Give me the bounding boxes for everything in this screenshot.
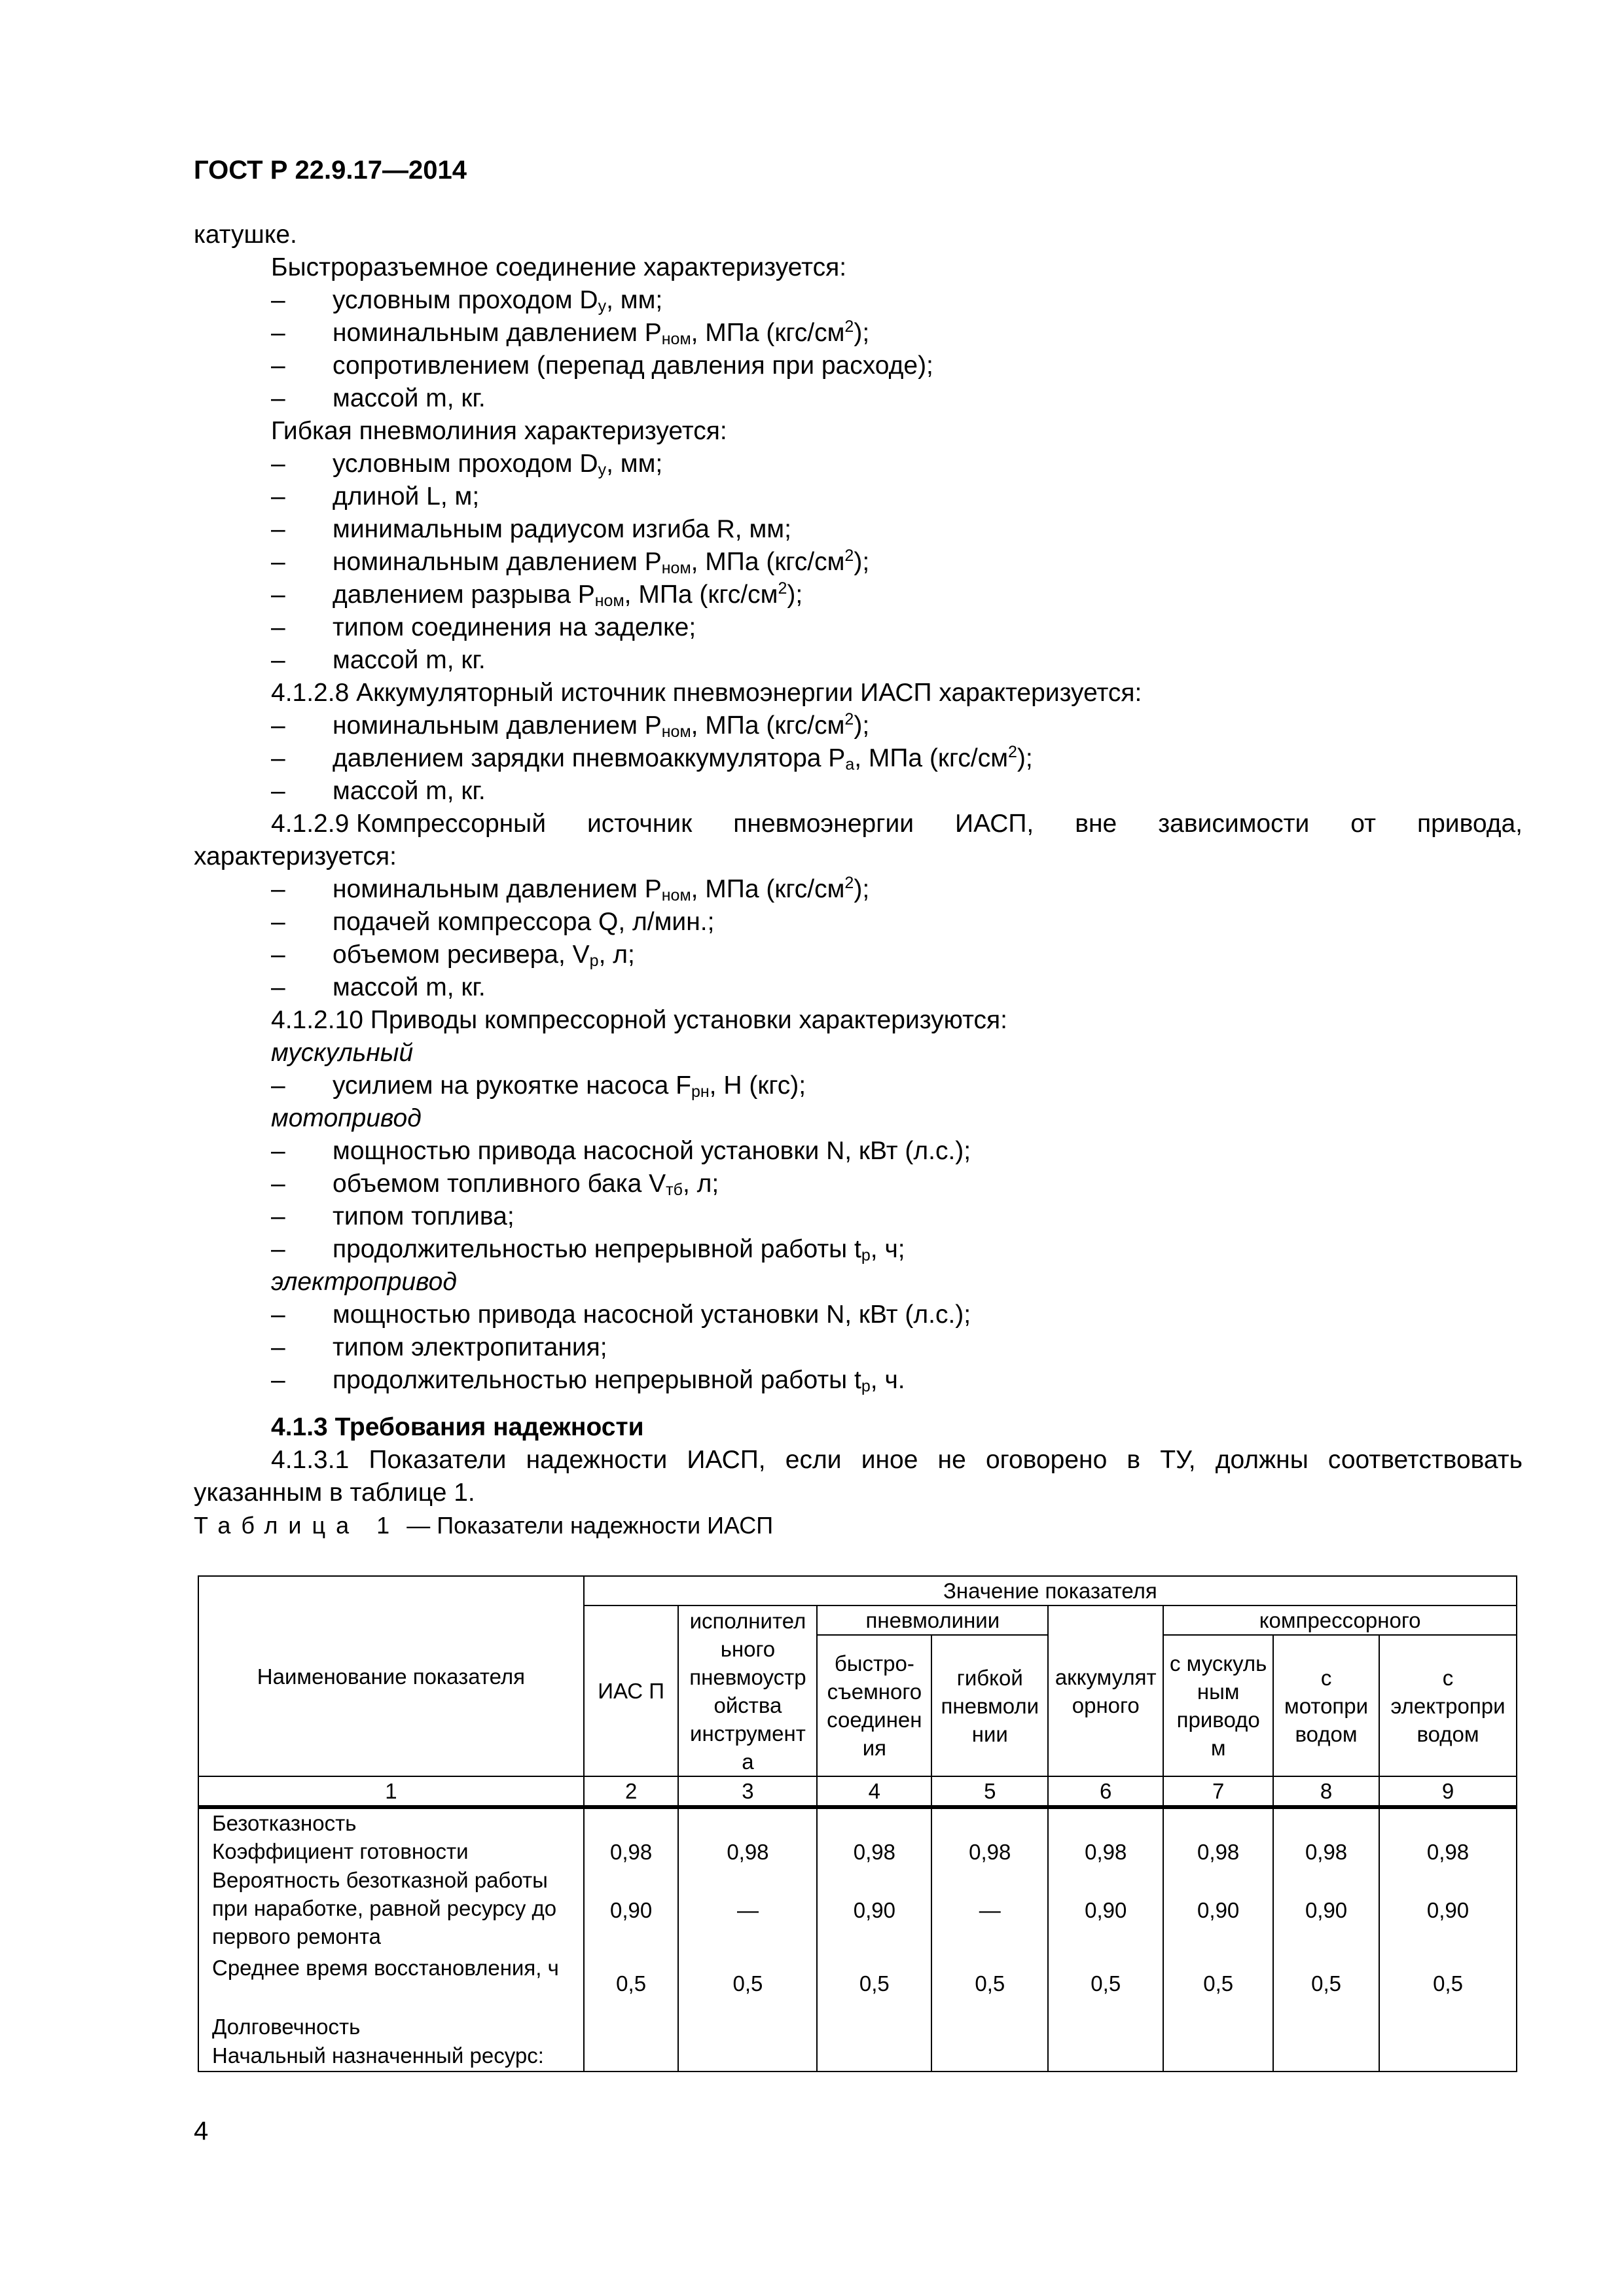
text: , л;	[682, 1170, 719, 1198]
subscript: ном	[661, 886, 691, 905]
column-number: 4	[817, 1776, 931, 1807]
text: характеризуется:	[194, 842, 397, 870]
text: Гибкая пневмолиния характеризуется:	[271, 417, 727, 445]
text: типом топлива;	[333, 1202, 514, 1230]
text: мощностью привода насосной установки N, кВт (л.с.);	[333, 1137, 971, 1165]
word: пневмоэнергии	[733, 810, 914, 838]
cell-value: 0,90	[1379, 1866, 1517, 1954]
text: мотопривод	[271, 1104, 422, 1132]
header-accumulator: аккумулят орного	[1048, 1605, 1163, 1776]
text: катушке.	[194, 221, 297, 249]
word: источник	[587, 810, 693, 838]
subscript: ном	[661, 330, 691, 348]
word: в	[1127, 1446, 1141, 1474]
list-item	[194, 1331, 1523, 1364]
text: , л;	[598, 941, 635, 969]
text: , МПа (кгс/см	[624, 581, 778, 609]
header-value: Значение показателя	[584, 1576, 1517, 1605]
caption-label: Таблица 1	[194, 1512, 401, 1539]
subscript: рн	[691, 1083, 710, 1101]
subscript: у	[598, 461, 607, 479]
cell-value: —	[678, 1866, 817, 1954]
dash-marker: –	[271, 973, 285, 1001]
dash-marker: –	[271, 450, 285, 478]
text: продолжительностью непрерывной работы t	[333, 1366, 861, 1394]
dash-marker: –	[271, 1366, 285, 1394]
header-quick-connect: быстро-съемного соединен ия	[817, 1635, 931, 1776]
cell-value: 0,98	[1163, 1837, 1273, 1866]
text: длиной L, м;	[333, 482, 480, 511]
word: 4.1.3.1	[271, 1446, 350, 1474]
cell-value: 0,98	[584, 1837, 679, 1866]
subscript: ном	[594, 592, 624, 610]
cell-value: 0,5	[1048, 1954, 1163, 2013]
word: от	[1350, 810, 1376, 838]
text-line	[194, 840, 1523, 873]
header-electric-drive: с электропри водом	[1379, 1635, 1517, 1776]
header-muscular-drive: с мускуль ным приводо м	[1163, 1635, 1273, 1776]
word: зависимости	[1158, 810, 1310, 838]
column-number: 8	[1273, 1776, 1379, 1807]
list-item	[194, 873, 1523, 906]
superscript: 2	[778, 579, 787, 598]
list-item	[194, 317, 1523, 350]
column-number: 7	[1163, 1776, 1273, 1807]
cell-value: 0,90	[584, 1866, 679, 1954]
dash-marker: –	[271, 515, 285, 543]
word: не	[937, 1446, 966, 1474]
superscript: 2	[844, 710, 854, 728]
dash-marker: –	[271, 646, 285, 674]
text: давлением зарядки пневмоаккумулятора Р	[333, 744, 846, 772]
text: , мм;	[606, 450, 663, 478]
dash-marker: –	[271, 1137, 285, 1165]
header-pneumolines: пневмолинии	[817, 1605, 1048, 1635]
text: , мм;	[606, 286, 663, 314]
text: );	[787, 581, 803, 609]
list-item	[194, 546, 1523, 579]
text-line	[194, 1477, 1523, 1509]
justified-line	[194, 808, 1523, 840]
cell-value: 0,98	[931, 1837, 1048, 1866]
document-code: ГОСТ Р 22.9.17—2014	[194, 156, 467, 185]
list-item	[194, 742, 1523, 775]
list-item	[194, 906, 1523, 939]
word: вне	[1075, 810, 1117, 838]
list-item	[194, 1135, 1523, 1168]
text: , ч;	[870, 1235, 905, 1263]
text-line	[194, 219, 1523, 251]
text: номинальным давлением Р	[333, 711, 662, 740]
cell-value: 0,5	[1163, 1954, 1273, 2013]
column-numbers-row	[198, 1776, 1517, 1807]
column-number: 9	[1379, 1776, 1517, 1807]
paragraph-line	[194, 677, 1523, 709]
dash-marker: –	[271, 941, 285, 969]
dash-marker: –	[271, 777, 285, 805]
text: , ч.	[870, 1366, 905, 1394]
table-header-row	[198, 1576, 1517, 1605]
text: );	[854, 875, 870, 903]
text: массой m, кг.	[333, 973, 486, 1001]
list-item	[194, 1299, 1523, 1331]
word: ТУ,	[1160, 1446, 1196, 1474]
text: , МПа (кгс/см	[854, 744, 1009, 772]
list-item	[194, 1069, 1523, 1102]
dash-marker: –	[271, 875, 285, 903]
list-item	[194, 284, 1523, 317]
table-row	[198, 1837, 1517, 1866]
dash-marker: –	[271, 908, 285, 936]
text: номинальным давлением Р	[333, 319, 662, 347]
cell-value: 0,5	[584, 1954, 679, 2013]
column-number: 1	[198, 1776, 584, 1807]
row-name: Начальный назначенный ресурс:	[198, 2041, 584, 2072]
italic-subheading	[194, 1037, 1523, 1069]
text: минимальным радиусом изгиба R, мм;	[333, 515, 791, 543]
cell-value: 0,98	[1273, 1837, 1379, 1866]
list-item	[194, 350, 1523, 382]
list-item	[194, 971, 1523, 1004]
text: 4.1.2.10 Приводы компрессорной установки характеризуются:	[271, 1006, 1007, 1034]
text: условным проходом D	[333, 286, 598, 314]
text: 4.1.2.8 Аккумуляторный источник пневмоэнергии ИАСП характеризуется:	[271, 679, 1142, 707]
dash-marker: –	[271, 1202, 285, 1230]
list-item	[194, 1168, 1523, 1200]
table-row	[198, 1866, 1517, 1954]
cell-value: 0,90	[1163, 1866, 1273, 1954]
text: , Н (кгс);	[709, 1071, 806, 1100]
cell-value: 0,98	[1048, 1837, 1163, 1866]
cell-value: 0,90	[817, 1866, 931, 1954]
header-indicator-name: Наименование показателя	[198, 1576, 584, 1776]
word: Показатели	[369, 1446, 507, 1474]
word: надежности	[526, 1446, 668, 1474]
cell-value: 0,5	[1273, 1954, 1379, 2013]
cell-value: 0,98	[1379, 1837, 1517, 1866]
text: , МПа (кгс/см	[691, 711, 845, 740]
text: сопротивлением (перепад давления при расходе);	[333, 351, 933, 380]
text: усилием на рукоятке насоса F	[333, 1071, 691, 1100]
word: ИАСП,	[955, 810, 1034, 838]
cell-value: 0,5	[931, 1954, 1048, 2013]
text: мускульный	[271, 1039, 414, 1067]
list-item	[194, 644, 1523, 677]
text: , МПа (кгс/см	[691, 548, 845, 576]
page-number: 4	[194, 2117, 209, 2145]
text: );	[1017, 744, 1033, 772]
list-item	[194, 709, 1523, 742]
row-name: Среднее время восстановления, ч	[198, 1954, 584, 2013]
paragraph-line	[194, 1004, 1523, 1037]
body-text	[194, 219, 1523, 1542]
text: подачей компрессора Q, л/мин.;	[333, 908, 715, 936]
cell-value: 0,98	[678, 1837, 817, 1866]
column-number: 3	[678, 1776, 817, 1807]
text: давлением разрыва Р	[333, 581, 595, 609]
justified-line	[194, 1444, 1523, 1477]
text: условным проходом D	[333, 450, 598, 478]
dash-marker: –	[271, 711, 285, 740]
italic-subheading	[194, 1266, 1523, 1299]
word: оговорено	[985, 1446, 1108, 1474]
dash-marker: –	[271, 384, 285, 412]
dash-marker: –	[271, 351, 285, 380]
subscript: ном	[661, 559, 691, 577]
cell-value: 0,98	[817, 1837, 931, 1866]
superscript: 2	[1008, 743, 1017, 761]
subscript: ном	[661, 723, 691, 741]
text: );	[854, 548, 870, 576]
column-number: 2	[584, 1776, 679, 1807]
italic-subheading	[194, 1102, 1523, 1135]
dash-marker: –	[271, 548, 285, 576]
subscript: а	[845, 755, 855, 774]
superscript: 2	[844, 317, 854, 336]
cell-value: —	[931, 1866, 1048, 1954]
word: если	[785, 1446, 842, 1474]
text: массой m, кг.	[333, 384, 486, 412]
dash-marker: –	[271, 1235, 285, 1263]
word: привода,	[1417, 810, 1523, 838]
list-item	[194, 513, 1523, 546]
text: );	[854, 711, 870, 740]
text: указанным в таблице 1.	[194, 1479, 475, 1507]
dash-marker: –	[271, 286, 285, 314]
subscript: р	[861, 1246, 871, 1265]
dash-marker: –	[271, 613, 285, 641]
table-row	[198, 2041, 1517, 2072]
cell-value: 0,5	[1379, 1954, 1517, 2013]
cell-value: 0,90	[1048, 1866, 1163, 1954]
text: номинальным давлением Р	[333, 875, 662, 903]
header-tool: исполнител ьного пневмоустр ойства инструмент а	[678, 1605, 817, 1776]
text: массой m, кг.	[333, 646, 486, 674]
text: массой m, кг.	[333, 777, 486, 805]
table-row	[198, 2013, 1517, 2041]
text: );	[854, 319, 870, 347]
text: , МПа (кгс/см	[691, 875, 845, 903]
header-iasp: ИАС П	[584, 1605, 679, 1776]
superscript: 2	[844, 547, 854, 565]
paragraph-line	[194, 251, 1523, 284]
text: мощностью привода насосной установки N, кВт (л.с.);	[333, 1300, 971, 1329]
dash-marker: –	[271, 1333, 285, 1361]
cell-value: 0,5	[678, 1954, 817, 2013]
text: типом соединения на заделке;	[333, 613, 696, 641]
table-row	[198, 1807, 1517, 1837]
dash-marker: –	[271, 744, 285, 772]
column-number: 6	[1048, 1776, 1163, 1807]
list-item	[194, 1200, 1523, 1233]
subscript: р	[861, 1377, 871, 1395]
subscript: у	[598, 297, 607, 315]
table-caption	[194, 1509, 1523, 1542]
list-item	[194, 611, 1523, 644]
superscript: 2	[844, 874, 854, 892]
list-item	[194, 775, 1523, 808]
subscript: р	[589, 952, 599, 970]
text: продолжительностью непрерывной работы t	[333, 1235, 861, 1263]
word: ИАСП,	[687, 1446, 766, 1474]
word: 4.1.2.9 Компрессорный	[271, 810, 546, 838]
text: объемом ресивера, V	[333, 941, 590, 969]
cell-value: 0,90	[1273, 1866, 1379, 1954]
list-item	[194, 382, 1523, 415]
caption-title: — Показатели надежности ИАСП	[400, 1512, 774, 1539]
list-item	[194, 579, 1523, 611]
text: номинальным давлением Р	[333, 548, 662, 576]
list-item	[194, 939, 1523, 971]
dash-marker: –	[271, 1170, 285, 1198]
list-item	[194, 1233, 1523, 1266]
text: 4.1.3 Требования надежности	[271, 1413, 644, 1441]
row-name: Коэффициент готовности	[198, 1837, 584, 1866]
dash-marker: –	[271, 1071, 285, 1100]
list-item	[194, 1364, 1523, 1397]
header-motor-drive: с мотопри водом	[1273, 1635, 1379, 1776]
subscript: тб	[666, 1181, 683, 1199]
word: соответствовать	[1327, 1446, 1523, 1474]
word: должны	[1215, 1446, 1308, 1474]
text: электропривод	[271, 1268, 457, 1296]
paragraph-line	[194, 415, 1523, 448]
text: , МПа (кгс/см	[691, 319, 845, 347]
table-row	[198, 1954, 1517, 2013]
list-item	[194, 480, 1523, 513]
column-number: 5	[931, 1776, 1048, 1807]
text: Быстроразъемное соединение характеризуется:	[271, 253, 847, 281]
header-compressor: компрессорного	[1163, 1605, 1517, 1635]
list-item	[194, 448, 1523, 480]
text: типом электропитания;	[333, 1333, 607, 1361]
dash-marker: –	[271, 482, 285, 511]
section-heading	[194, 1411, 1523, 1444]
row-name: Безотказность	[198, 1807, 584, 1837]
row-name: Долговечность	[198, 2013, 584, 2041]
header-flexible-line: гибкой пневмоли нии	[931, 1635, 1048, 1776]
dash-marker: –	[271, 581, 285, 609]
word: иное	[861, 1446, 918, 1474]
dash-marker: –	[271, 319, 285, 347]
dash-marker: –	[271, 1300, 285, 1329]
text: объемом топливного бака V	[333, 1170, 666, 1198]
reliability-table	[198, 1575, 1517, 2072]
cell-value: 0,5	[817, 1954, 931, 2013]
row-name: Вероятность безотказной работы при наработке, равной ресурсу до первого ремонта	[198, 1866, 584, 1954]
